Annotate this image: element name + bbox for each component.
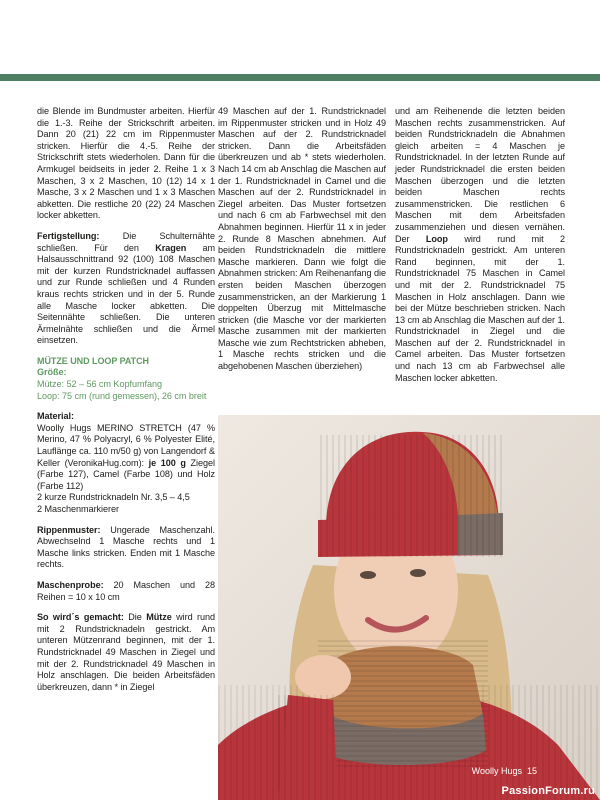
text-column-1 [37,106,215,693]
paragraph-finishing: Fertigstellung: Die Schulternähte schließen. Für den Kragen am Halsausschnittrand 92 (100) 108 Maschen mit der kurzen Rundstricknadel auffassen und zur Runde schließen und 4 Runden kraus rechts stricken und in der 5. Runde alle Masche locker abketten. Die Seitennähte schließen. Die unteren Ärmelnähte schließen und die Ärmel einsetzen. [37,230,215,346]
paragraph-instructions: So wird´s gemacht: Die Mütze wird rund mit 2 Rundstricknadeln gestrickt. Am unteren Mützenrand beginnen, mit der 1. Rundstricknadel 49 Maschen in Ziegel und mit der 2. Rundstricknadel 49 Maschen in Holz anschlagen. Die beiden Arbeitsfäden überkreuzen, dann * in Ziegel [37,612,216,692]
paragraph-rib-pattern: Rippenmuster: Ungerade Maschenzahl. Abwechselnd 1 Masche rechts und 1 Masche links stricken. Enden mit 1 Masche rechts. [37,524,215,570]
top-accent-bar [0,74,600,81]
paragraph-sleeve: die Blende im Bundmuster arbeiten. Hierfür die 1.-3. Reihe der Strickschrift arbeiten. Dann 20 (21) 22 cm im Rippenmuster stricken. Hierfür die 4.-5. Reihe der Strickschrift stets wiederholen. Dann für die Armkugel beidseits in jeder 2. Reihe 1 x 3 Maschen, 3 x 2 Maschen, 10 (12) 14 x 1 Masche, 3 x 2 Maschen und 1 x 3 Maschen abketten. Die restliche 20 (22) 24 Maschen locker abketten. [37,106,215,221]
text-column-3 [395,106,565,393]
watermark: PassionForum.ru [501,785,595,797]
paragraph-gauge: Maschenprobe: 20 Maschen und 28 Reihen = 10 x 10 cm [37,579,215,602]
paragraph-hat-decrease: 49 Maschen auf der 1. Rundstricknadel im Rippenmuster stricken und in Holz 49 Maschen auf der 2. Rundstricknadel stricken. Dann die Arbeitsfäden überkreuzen und ab * stets wiederholen. Nach 14 cm ab Anschlag die Maschen auf der 1. Rundstricknadel in Camel und die Maschen auf der 2. Rundstricknadel in Ziegel arbeiten. Das Muster fortsetzen und nach 6 cm ab Farbwechsel mit den Abnahmen beginnen. Hierfür 11 x in jeder 2. Runde 8 Maschen abnehmen. Auf beiden Rundstricknadeln die mittlere Masche markieren. Dann wie folgt die Abnahmen stricken: Am Reihenanfang die ersten beiden Maschen überzogen zusammenstricken, an der Markierung 1 doppelten Überzug mit Mittelmasche stricken (die Masche vor der markierten Masche zusammen mit der markierten Masche wie zum Rechtstricken abheben, 1 Masche rechts stricken und die abgehobenen Maschen überziehen) [218,106,386,372]
material-label: Material: [37,411,74,422]
material-yarn: Woolly Hugs MERINO STRETCH (47 % Merino, 47 % Polyacryl, 6 % Polyester Elité, Lauflänge ca. 110 m/50 g) von Langendorf & Keller (VeronikaHug.com): je 100 g Ziegel (Farbe 127), Camel (Farbe 108) und Holz (Farbe 112) [37,422,215,491]
material-markers: 2 Maschenmarkierer [37,504,119,514]
size-hat: Mütze: 52 – 56 cm Kopfumfang [37,379,162,390]
model-photo [218,415,600,800]
size-label: Größe: [37,367,67,378]
model-photo-illustration [218,415,600,800]
magazine-name: Woolly Hugs [471,766,522,776]
finishing-label: Fertigstellung: [37,230,100,241]
page-number: 15 [526,766,537,776]
size-loop: Loop: 75 cm (rund gemessen), 26 cm breit [37,390,207,401]
hand [295,655,351,699]
paragraph-loop: und am Reihenende die letzten beiden Maschen rechts zusammenstricken. Auf beiden Rundstricknadeln die Abnahmen gleich arbeiten = 4 Maschen je Rundstricknadel. In der letzten Runde auf jeder Rundstricknadel die ersten beiden Maschen überzogen und die letzten beiden Maschen rechts zusammenstricken. Die restlichen 6 Maschen mit dem Arbeitsfaden zusammenziehen und diesen vernähen. Der Loop wird rund mit 2 Rundstricknadeln gestrickt. Am unteren Rand beginnen, mit der 1. Rundstricknadel 75 Maschen in Camel und mit der 2. Rundstricknadel 75 Maschen in Holz anschlagen. Dann wie bei der Mütze beschrieben stricken. Nach 13 cm ab Anschlag die Maschen auf der 1. Rundstricknadel in Ziegel und die Maschen auf der 2. Rundstricknadel in Camel arbeiten. Das Muster fortsetzen und nach 13 cm ab Farbwechsel alle Maschen locker abketten. [395,106,565,383]
text-column-2 [218,106,386,382]
section-title: MÜTZE UND LOOP PATCH [37,355,149,366]
magazine-footer [472,766,537,776]
material-needles: 2 kurze Rundstricknadeln Nr. 3,5 – 4,5 [37,492,190,503]
